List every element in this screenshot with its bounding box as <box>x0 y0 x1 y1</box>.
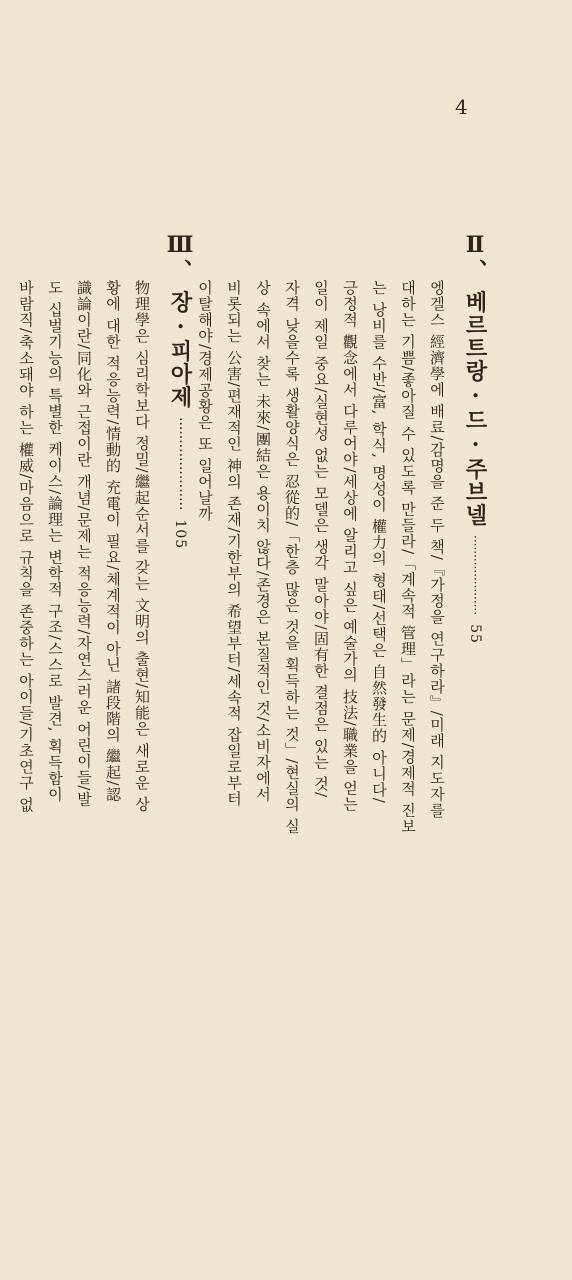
section-3-page-ref: 105 <box>172 519 188 550</box>
section-2-line-9: 이탈해야/경제공황은 또 일어날까 <box>196 280 214 522</box>
section-2-line-7: 상 속에서 찾는 未來/團結은 용이치 않다/존경은 본질적인 것/소비자에서 <box>254 280 272 803</box>
section-3-line-4: 도 십벌기능의 특별한 케이스/論理는 변학적 구조/스스로 발견, 획득함이 <box>46 280 64 803</box>
section-3-title: 장 · 피아제 <box>167 290 193 409</box>
section-3-numeral: Ⅲ、 <box>167 232 193 282</box>
section-2-line-1: 엥겔스 經濟學에 배료/감명을 준 두 책/『가정을 연구하라』/미래 지도자를 <box>428 280 446 819</box>
section-3-line-3: 識論이란/同化와 근접이란 개념/문제는 적응능력/자연스러운 어린이들/발 <box>75 280 93 808</box>
section-2-line-8: 비롯되는 公害/편재적인 神의 존재/기한부의 希望부터/세속적 잡일로부터 <box>225 280 243 808</box>
section-2-line-3: 는 낭비를 수반/富, 학식, 명성이 權力의 형태/선택은 自然發生的 아니다/ <box>370 280 388 804</box>
section-2-page-ref: 55 <box>467 624 483 644</box>
leader-dots: ····················· <box>468 535 482 616</box>
section-2-line-5: 일이 제일 중요/실현성 없는 모델은 생각 말아야/固有한 결점은 있는 것/ <box>312 280 330 799</box>
section-2-line-4: 긍정적 觀念에서 다루어야/세상에 알리고 싶은 예술가의 技法/職業을 얻는 <box>341 280 359 813</box>
section-3-heading <box>165 232 196 992</box>
section-2-line-2: 대하는 기쁨/좋아질 수 있도록 만들라/「계속적 管理」라는 문제/경제적 진보 <box>399 280 417 835</box>
leader-dots: ····················· <box>172 417 188 511</box>
section-2-line-6: 자격 낮을수록 생활양식은 忍從的/「한층 많은 것을 획득하는 것」/현실의 실 <box>283 280 301 835</box>
page-number: 4 <box>455 95 468 119</box>
section-2-title: 베르트랑 · 드 · 주브넬 <box>462 290 488 527</box>
section-3-line-2: 황에 대한 적응능력/情動的 充電이 필요/체계적이 아닌 諸段階의 繼起/認 <box>104 280 122 803</box>
section-3-line-5: 바람직/축소돼야 하는 權威/마음으로 규칙을 존중하는 아이들/기초연구 없 <box>17 280 35 813</box>
section-2-numeral: Ⅱ、 <box>462 232 488 282</box>
section-3-line-1: 物理學은 심리학보다 정밀/繼起순서를 갖는 文明의 출현/知能은 새로운 상 <box>133 280 151 813</box>
section-2-heading <box>460 232 491 992</box>
